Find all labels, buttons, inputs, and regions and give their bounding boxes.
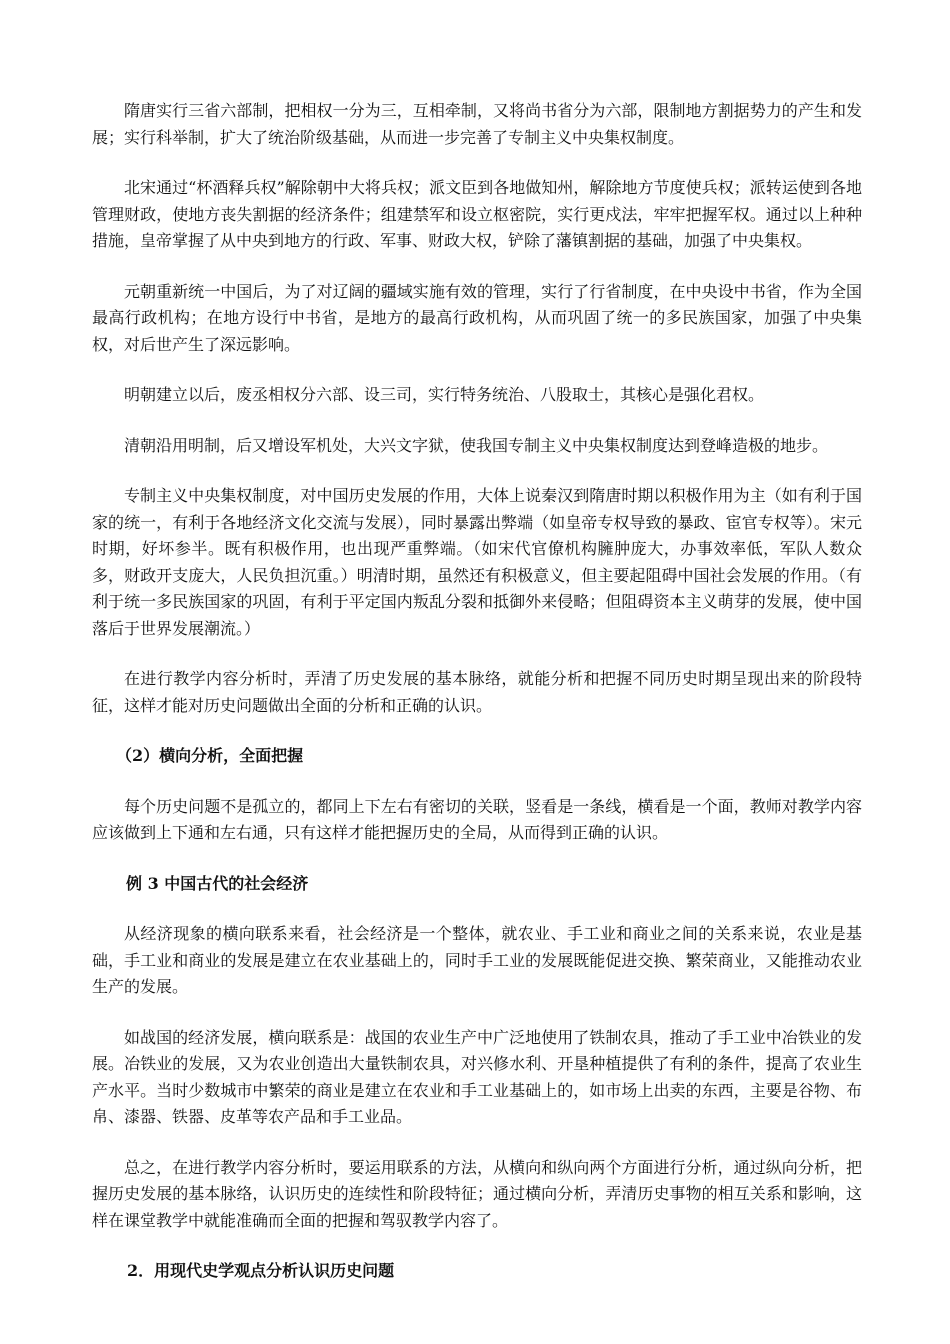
paragraph-sui-tang: 隋唐实行三省六部制，把相权一分为三，互相牵制，又将尚书省分为六部，限制地方割据势力的产生和发展；实行科举制，扩大了统治阶级基础，从而进一步完善了专制主义中央集权制度。 [92,101,862,147]
paragraph-qing: 清朝沿用明制，后又增设军机处，大兴文字狱，使我国专制主义中央集权制度达到登峰造极的地步。 [124,435,829,455]
paragraph-economy-whole: 从经济现象的横向联系来看，社会经济是一个整体，就农业、手工业和商业之间的关系来说，农业是基础，手工业和商业的发展是建立在农业基础上的，同时手工业的发展既能促进交换、繁荣商业，又能推动农业生产的发展。 [92,924,862,996]
section-heading-horizontal-analysis: （2）横向分析，全面把握 [116,746,304,765]
paragraph-conclusion: 总之，在进行教学内容分析时，要运用联系的方法，从横向和纵向两个方面进行分析，通过纵向分析，把握历史发展的基本脉络，认识历史的连续性和阶段特征；通过横向分析，弄清历史事物的相互关系和影响，这样在课堂教学中就能准确而全面的把握和驾驭教学内容了。 [92,1157,862,1230]
example-heading: 例 3 中国古代的社会经济 [126,873,309,893]
paragraph-horizontal-intro: 每个历史问题不是孤立的，都同上下左右有密切的关联，竖看是一条线，横看是一个面，教师对教学内容应该做到上下通和左右通，只有这样才能把握历史的全局，从而得到正确的认识。 [92,796,862,842]
paragraph-vertical-summary: 在进行教学内容分析时，弄清了历史发展的基本脉络，就能分析和把握不同历史时期呈现出来的阶段特征，这样才能对历史问题做出全面的分析和正确的认识。 [92,669,862,715]
paragraph-warring-states: 如战国的经济发展，横向联系是：战国的农业生产中广泛地使用了铁制农具，推动了手工业中冶铁业的发展。冶铁业的发展，又为农业创造出大量铁制农具，对兴修水利、开垦种植提供了有利的条件，提高了农业生产水平。当时少数城市中繁荣的商业是建立在农业和手工业基础上的，如市场上出卖的东西，主要是谷物、布帛、漆器、铁器、皮革等农产品和手工业品。 [92,1027,862,1126]
paragraph-yuan: 元朝重新统一中国后，为了对辽阔的疆域实施有效的管理，实行了行省制度，在中央设中书省，作为全国最高行政机构；在地方设行中书省，是地方的最高行政机构，从而巩固了统一的多民族国家，加强了中央集权，对后世产生了深远影响。 [92,281,862,354]
paragraph-centralization-role: 专制主义中央集权制度，对中国历史发展的作用，大体上说秦汉到隋唐时期以积极作用为主（如有利于国家的统一，有利于各地经济文化交流与发展），同时暴露出弊端（如皇帝专权导致的暴政、宦官专权等）。宋元时期，好坏参半。既有积极作用，也出现严重弊端。（如宋代官僚机构臃肿庞大，办事效率低，军队人数众多，财政开支庞大，人民负担沉重。）明清时期，虽然还有积极意义，但主要起阻碍中国社会发展的作用。（有利于统一多民族国家的巩固，有利于平定国内叛乱分裂和抵御外来侵略；但阻碍资本主义萌芽的发展，使中国落后于世界发展潮流。） [92,486,862,638]
section-heading-modern-views: 2．用现代史学观点分析认识历史问题 [127,1261,395,1280]
paragraph-northern-song: 北宋通过“杯酒释兵权”解除朝中大将兵权；派文臣到各地做知州，解除地方节度使兵权；派转运使到各地管理财政，使地方丧失割据的经济条件；组建禁军和设立枢密院，实行更戍法，牢牢把握军权。通过以上种种措施，皇帝掌握了从中央到地方的行政、军事、财政大权，铲除了藩镇割据的基础，加强了中央集权。 [92,178,862,250]
document-page [92,98,862,1309]
paragraph-ming: 明朝建立以后，废丞相权分六部、设三司，实行特务统治、八股取士，其核心是强化君权。 [124,385,765,404]
